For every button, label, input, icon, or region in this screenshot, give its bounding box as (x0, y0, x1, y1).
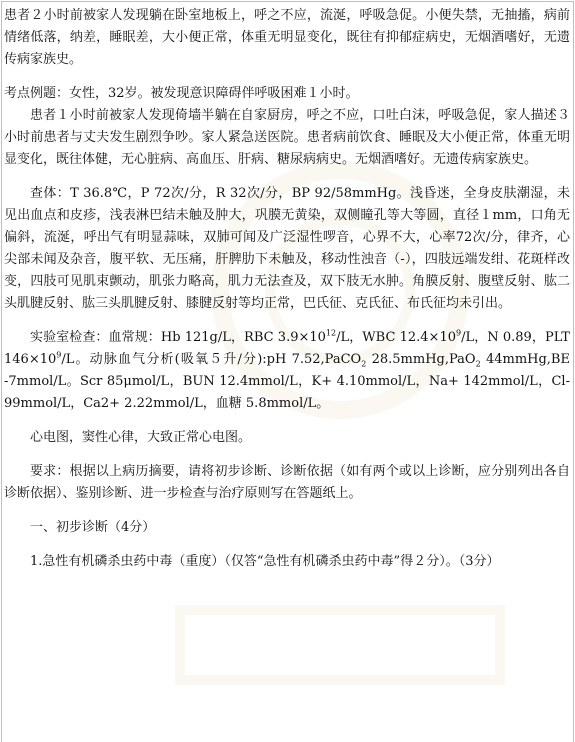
requirements: 要求：根据以上病历摘要，请将初步诊断、诊断依据（如有两个或以上诊断，应分别列出各自诊断依据）、鉴别诊断、进一步检查与治疗原则写在答题纸上。 (4, 464, 570, 501)
lab-results: 实验室检查：血常规：Hb 121g/L，RBC $3.9\times 10^{12}/L$，WBC $12.4\times 10^9/L$，N 0.89，PLT $146\times 10^9/L$。动脉血气分析(吸氧５升/分):pH 7.52,PaCO$_2$ 28.5mmHg,PaO$_2$ 44mmHg,BE -7mmol/L。Scr 85μmol/L，BUN 12.4mmol/L，K+ 4.10mmol/L，Na+ 142mmol/L，Cl- 99mmol/L，Ca2+ 2.22mmol/L，血糖 5.8mmol/L。 (4, 328, 570, 411)
document-body (4, 5, 570, 573)
diagnosis-item-1: 1.急性有机磷杀虫药中毒（重度）（仅答“急性有机磷杀虫药中毒”得２分）。（3分） (30, 554, 500, 569)
section-diagnosis-heading: 一、初步诊断（4分） (30, 520, 156, 535)
physical-exam: 查体：T 36.8℃，P 72次/分，R 32次/分，BP 92/58mmHg。浅昏迷，全身皮肤潮湿，未见出血点和皮疹，浅表淋巴结未触及肿大，巩膜无黄染，双侧瞳孔等大等圆，直径１mm，口角无偏斜，流涎，呼出气有明显蒜味，双肺可闻及广泛湿性啰音，心界不大，心率72次/分，律齐，心尖部未闻及杂音，腹平软、无压痛，肝脾肋下未触及，移动性浊音（-），四肢远端发绀、花斑样改变，四肢可见肌束颤动，肌张力略高，肌力无法查及，双下肢无水肿。角膜反射、腹壁反射、肱二头肌腱反射、肱三头肌腱反射、膝腱反射等均正常，巴氏征、克氏征、布氏征均未引出。 (4, 186, 570, 311)
case-history: 患者１小时前被家人发现倚墙半躺在自家厨房，呼之不应，口吐白沫，呼吸急促，家人描述３小时前患者与丈夫发生剧烈争吵。家人紧急送医院。患者病前饮食、睡眠及大小便正常，体重无明显变化，既往体健，无心脏病、高血压、肝病、糖尿病病史。无烟酒嗜好。无遗传病家族史。 (4, 108, 570, 167)
ecg-result: 心电图，窦性心律，大致正常心电图。 (30, 430, 252, 445)
example-title: 考点例题：女性，32岁。被发现意识障碍伴呼吸困难１小时。 (4, 86, 359, 101)
history-paragraph: 患者２小时前被家人发现躺在卧室地板上，呼之不应，流涎，呼吸急促。小便失禁，无抽搐，病前情绪低落，纳差，睡眠差，大小便正常，体重无明显变化，既往有抑郁症病史，无烟酒嗜好，无遗传病家族史。 (4, 8, 570, 67)
